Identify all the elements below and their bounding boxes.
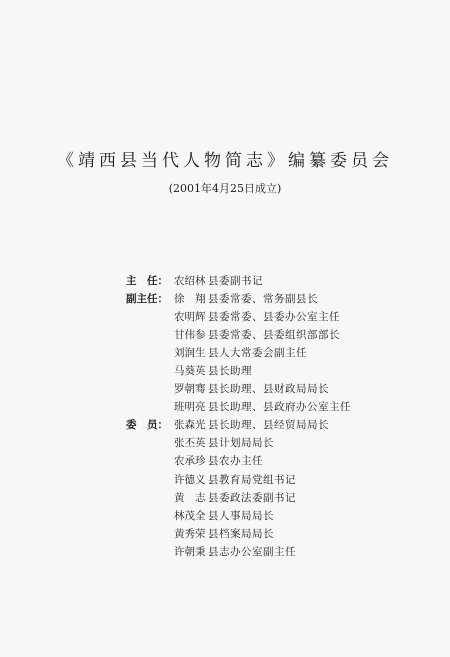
member-post: 县委副书记 xyxy=(208,274,263,287)
member-name: 张森光 xyxy=(174,419,206,432)
committee-roster xyxy=(126,271,436,561)
member-role: 副主任： xyxy=(126,292,168,305)
roster-row xyxy=(126,452,436,470)
roster-row xyxy=(126,416,436,434)
member-post: 县教育局党组书记 xyxy=(208,473,296,486)
member-name: 农绍林 xyxy=(174,274,206,287)
roster-row xyxy=(126,398,436,416)
member-name: 班明亮 xyxy=(174,401,206,414)
member-post: 县计划局局长 xyxy=(208,437,274,450)
member-post: 县志办公室副主任 xyxy=(208,545,296,558)
member-post: 县委政法委副书记 xyxy=(208,491,296,504)
member-post: 县人大常委会副主任 xyxy=(208,346,307,359)
roster-row xyxy=(126,380,436,398)
member-name: 农承珍 xyxy=(174,455,206,468)
member-name: 刘润生 xyxy=(174,346,206,359)
roster-row xyxy=(126,343,436,361)
roster-row xyxy=(126,470,436,488)
document-subtitle: (2001年4月25日成立) xyxy=(168,182,282,195)
member-name: 农明辉 xyxy=(174,310,206,323)
member-post: 县档案局局长 xyxy=(208,527,274,540)
member-name: 徐 翔 xyxy=(174,292,206,305)
member-name: 黄 志 xyxy=(174,491,206,504)
member-post: 县长助理、县财政局局长 xyxy=(208,383,329,396)
member-name: 张丕英 xyxy=(174,437,206,450)
roster-row xyxy=(126,434,436,452)
roster-row xyxy=(126,289,436,307)
member-post: 县人事局局长 xyxy=(208,509,274,522)
member-name: 黄秀荣 xyxy=(174,527,206,540)
member-name: 许德义 xyxy=(174,473,206,486)
roster-row xyxy=(126,542,436,560)
member-name: 罗朝骞 xyxy=(174,383,206,396)
member-name: 马葵英 xyxy=(174,365,206,378)
roster-row xyxy=(126,271,436,289)
document-title: 《靖西县当代人物简志》编纂委员会 xyxy=(57,151,393,171)
member-post: 县委常委、常务副县长 xyxy=(208,292,318,305)
member-post: 县委常委、县委办公室主任 xyxy=(208,310,340,323)
member-role: 委 员： xyxy=(126,419,168,432)
member-post: 县农办主任 xyxy=(208,455,263,468)
member-post: 县长助理、县政府办公室主任 xyxy=(208,401,351,414)
member-role: 主 任： xyxy=(126,274,168,287)
member-name: 甘伟参 xyxy=(174,328,206,341)
roster-row xyxy=(126,307,436,325)
member-name: 林茂全 xyxy=(174,509,206,522)
roster-row xyxy=(126,488,436,506)
roster-row xyxy=(126,361,436,379)
roster-row xyxy=(126,506,436,524)
member-post: 县长助理、县经贸局局长 xyxy=(208,419,329,432)
roster-row xyxy=(126,524,436,542)
member-post: 县委常委、县委组织部部长 xyxy=(208,328,340,341)
roster-row xyxy=(126,325,436,343)
member-post: 县长助理 xyxy=(208,365,252,378)
member-name: 许朝秉 xyxy=(174,545,206,558)
